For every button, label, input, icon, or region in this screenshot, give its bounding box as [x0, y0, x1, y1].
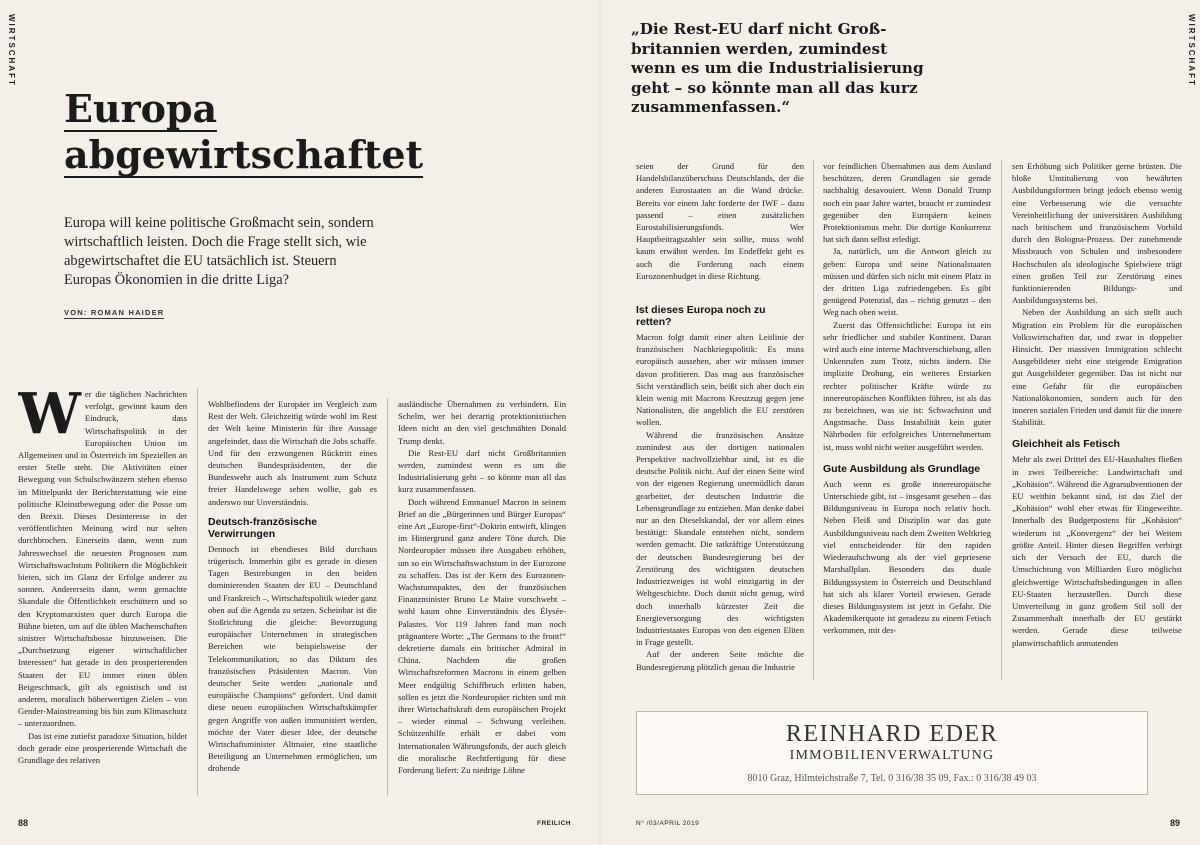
paragraph: seien der Grund für den Handelsbilanzüberschuss Deutschlands, der die anderen Eurostaaten an die Wand drücke. Bereits vor einem Jahr forderte der IWF – dazu passend – einen zusätzlichen Eurostabilisierungsfonds. Wer Hauptbeitragszahler sein sollte, muss wohl kaum erwähnt werden. Im Endeffekt geht es auch die Forderung nach einem Eurozonenbudget in diese Richtung. — [636, 161, 804, 281]
page-number-right: 89 — [1170, 818, 1181, 828]
column-2 — [208, 398, 377, 800]
ad-address: 8010 Graz, Hilmteichstraße 7, Tel. 0 316/38 35 09, Fax.: 0 316/38 49 03 — [747, 773, 1037, 784]
ad-company-name: REINHARD EDER — [785, 721, 999, 747]
paragraph: ausländische Übernahmen zu verhindern. Ein Schelm, wer bei derartig protektionistischen Ideen nicht an den viel geschmähten Donald Trump denkt. — [398, 399, 566, 446]
paragraph: Das ist eine zutiefst paradoxe Situation, bildet doch gerade eine prosperierende Wirtschaft die Grundlage des relativen — [18, 730, 187, 766]
paragraph: Auch wenn es große innereuropäische Unterschiede gibt, ist – insgesamt gesehen – das Bildungsniveau in Europa noch relativ hoch. Neben Fleiß und Disziplin war das gute Ausbildungsniveau nach dem Zweiten Weltkrieg viel entscheidender für den rapiden Wiederaufschwung als der viel gepriesene Marshallplan. Besonders das duale Bildungssystem in Österreich und Deutschland hat sich als klarer Vorteil erwiesen. Gerade dieses Bildungssystem ist jetzt in Gefahr. Die Akademikerquote ist geradezu zu einem Fetisch verkommen, mit des- — [823, 478, 991, 636]
paragraph: Doch während Emmanuel Macron in seinem Brief an die „Bürgerinnen und Bürger Europas“ eine Art „Europe-first“-Doktrin entwirft, klingen im Hintergrund ganz andere Töne durch. Die Nordeuropäer müssen ihre Ausgaben erhöhen, um so ein Wirtschaftswachstum in der Eurozone zu schaffen. Das ist der Kern des Eurozonen-Wachstumspaktes, den der französischen Finanzminister Bruno Le Maire vorschwebt – wohl kaum ohne Einverständnis des Élysée-Palastes. Vor 119 Jahren fand man noch prägnantere Worte: „The Germans to the front!“ dekretierte damals ein britischer Admiral in China. Nachdem die großen Wirtschaftsreformen Macrons in einem gelben Meer endgültig Schiffbruch erlitten haben, sollen es jetzt die Nordeuropäer richten und mit ihrer Wirtschaftskraft dem europäischen Projekt – wieder einmal – Schwung verleihen. Schützenhilfe erhält er dabei vom Internationalen Währungsfonds, der auch gleich die moralische Rechtfertigung für diese Forderung liefert: Zu niedrige Löhne — [398, 496, 566, 776]
article-lead: Europa will keine politische Großmacht sein, sondern wirtschaftlich leisten. Doch die Frage stellt sich, wie abgewirtschaftet die EU tatsächlich ist. Steuern Europas Ökonomien in die dritte Liga? — [64, 215, 374, 288]
article-title — [64, 86, 464, 178]
advertisement[interactable] — [636, 711, 1148, 795]
column-5 — [823, 160, 991, 680]
column-rule — [197, 388, 198, 796]
paragraph: Mehr als zwei Drittel des EU-Haushaltes fließen in zwei Teilbereiche: Landwirtschaft und „Kohäsion“. Während die Agrarsubventionen der EU weithin bekannt sind, ist das Ziel der „Kohäsion“ wohl eher etwas für Eingeweihte. Innerhalb des Budgetpostens für „Kohäsion“ wiederum ist „Konvergenz“ der bei Weitem größte Anteil. Hinter diesen Begriffen verbirgt sich der Versuch der EU, durch die Umschichtung von Milliarden Euro möglichst gleichwertige Wirtschaftsbedingungen in allen EU-Staaten herzustellen. Durch diese Umverteilung in ganz großem Stil soll der Zusammenhalt innerhalb der EU gestärkt werden. Gerade diese teilweise planwirtschaftlich anmutenden — [1012, 454, 1182, 648]
subheading: Ist dieses Europa noch zu retten? — [636, 304, 766, 329]
paragraph: sen Erhöhung sich Politiker gerne brüsten. Die bloße Umtitulierung von bewährten Ausbildungsformen bringt jedoch ebenso wenig eine Verbesserung wie die versuchte Vereinheitlichung der universitären Ausbildung nach britischem und französischem Vorbild durch den Bologna-Prozess. Der zunehmende Missbrauch von Schulen und insbesondere Hochschulen als ideologische Spielwiese trägt einen großen Teil zur Zerstörung eines funktionierenden Bildungs- und Ausbildungssystems bei. — [1012, 161, 1182, 306]
subheading: Gleichheit als Fetisch — [1012, 438, 1120, 451]
paragraph: Die Rest-EU darf nicht Großbritannien werden, zumindest wenn es um die Industrialisierung geht – so könnte man all das kurz zusammenfassen. — [398, 447, 566, 495]
paragraph: Auf der anderen Seite möchte die Bundesregierung plötzlich genau die Industrie — [636, 649, 804, 672]
issue-label: N° /03/APRIL 2019 — [636, 820, 700, 827]
paragraph: Macron folgt damit einer alten Leitlinie der französischen Nachkriegspolitik: Es muss europäisch aussehen, aber wir müssen immer davon profitieren. Das mag aus französischer Sicht verständlich sein, beißt sich aber doch ein klein wenig mit Macrons Kreuzzug gegen jene Nationalisten, die angeblich die EU zerstören wollen. — [636, 332, 804, 428]
column-3 — [398, 398, 566, 800]
magazine-name: FREILICH — [537, 820, 571, 827]
paragraph: vor feindlichen Übernahmen aus dem Ausland beschützen, deren Grundlagen sie gerade nachhaltig desavouiert. Wenn Donald Trump noch ein paar Jahre wartet, braucht er zumindest gegenüber den Europäern keinen Protektionismus mehr. Die dortige Konkurrenz hat sich dann selbst erledigt. — [823, 161, 991, 245]
subheading: Deutsch-französische Verwirrungen — [208, 515, 318, 540]
section-label-left: WIRTSCHAFT — [7, 14, 16, 87]
pull-quote: „Die Rest-EU darf nicht Groß-britannien werden, zumindest wenn es um die Industrialisierung geht – so könnte man all das kurz zusammenfassen.“ — [631, 20, 924, 116]
paragraph: er die täglichen Nachrichten verfolgt, gewinnt kaum den Eindruck, dass Wirtschaftspolitik in der Europäischen Union im Allgemeinen und in Österreich im Speziellen an erster Stelle steht. Die Aktivitäten einer Bewegung von Schulschwänzern stehen ebenso im Mittelpunkt der Berichterstattung wie eine politische Kleinstbewegung oder die Posse um den Brexit. Dieses Desinteresse in der veröffentlichten Meinung wird nur selten durchbrochen. Einerseits dann, wenn zum Jahreswechsel die neuesten Prognosen zum Wirtschaftswachstum Politikern die Möglichkeit bieten, sich im Glanz der Erfolge anderer zu sonnen. Andererseits dann, wenn gemachte Skandale die Öffentlichkeit erschüttern und so den Kryptomarxisten quer durch Europa die Bühne bieten, um auf die üblen Machenschaften sinistrer Wirtschaftsbosse hinzuweisen. Die „Durchsetzung eigener wirtschaftlicher Interessen“ hat gerade in den prosperierenden Staaten der EU immer einen üblen Beigeschmack, gilt als egoistisch und ist anderen, moralisch höherwertigen Zielen – von Gender-Mainstreaming bis hin zum Klimaschutz – unterzuordnen. — [18, 389, 187, 729]
paragraph: Ja, natürlich, um die Antwort gleich zu geben: Europa und seine Nationalstaaten müssen und dürfen sich nicht mit einem Platz in der dritten Liga zufriedengeben. Es gibt genügend Potenzial, das – richtig genutzt – den Weg nach oben weist. — [823, 246, 991, 318]
spine-shadow — [598, 0, 602, 845]
column-rule — [813, 160, 814, 680]
byline: VON: ROMAN HAIDER — [64, 308, 165, 317]
drop-cap: W — [18, 388, 81, 447]
title-line-1: Europa — [64, 86, 218, 131]
column-rule — [387, 398, 388, 796]
page-number-left: 88 — [18, 818, 29, 828]
paragraph: Wohlbefindens der Europäer im Vergleich zum Rest der Welt. Gleichzeitig würde wohl im Rest der Welt keine Ministerin für ihre Aussage angefeindet, dass die Wirtschaft die Jobs schaffe. Und für den erzwungenen Rücktritt eines deutschen Bundespräsidenten, der die Bundeswehr auch als Instrument zum Schutz freier Handelswege sehen wollte, gab es anderswo nur Unverständnis. — [208, 399, 377, 507]
subheading: Gute Ausbildung als Grundlage — [823, 462, 981, 475]
column-6 — [1012, 160, 1182, 680]
column-4 — [636, 160, 804, 680]
paragraph: Während die französischen Ansätze zumindest aus der dortigen nationalen Perspektive nachvollziehbar sind, ist es die deutsche Politik nicht. Auf der einen Seite wird von der eigenen Regierung unermüdlich daran gearbeitet, der deutschen Industrie die Lebensgrundlage zu entziehen. Man denke dabei nur an den Dieselskandal, der vor allem eines bestätigt: Skandale entstehen nicht, sondern werden gemacht. Die tatkräftige Unterstützung der deutschen Bundesregierung bei der Zerstörung des wichtigsten deutschen Industriezweiges ist wohl einzigartig in der Weltgeschichte. Doch damit nicht genug, wird doch innerhalb kürzester Zeit die Energieversorgung des wichtigsten Industriestaates Europas von den eigenen Eliten in Frage gestellt. — [636, 429, 804, 648]
ad-subtitle: IMMOBILIENVERWALTUNG — [789, 748, 995, 763]
paragraph: Dennoch ist ebendieses Bild durchaus trügerisch. Immerhin gibt es gerade in diesen Tagen Bestrebungen in den beiden dominierenden Staaten der EU – Deutschland und Frankreich –, Wirtschaftspolitik wieder ganz oben auf die Agenda zu setzen. Scheinbar ist die Stoßrichtung die gleiche: Bevorzugung europäischer Unternehmen in strategischen Bereichen wie beispielsweise der Telekommunikation, so das Diktum des französischen Präsidenten Macron. Von deutscher Seite werden „nationale und europäische Champions“ gefordert. Und damit diese neuen europäischen Wirtschaftskämpfer gegen Angriffe von außen immunisiert werden, möchte der Vater dieser Idee, der deutsche Wirtschaftsminister Altmaier, eine staatliche Beteiligung an Unternehmen ermöglichen, um drohende — [208, 543, 377, 774]
paragraph: Zuerst das Offensichtliche: Europa ist ein sehr friedlicher und stabiler Kontinent. Daran wird auch eine interne Machtverschiebung, allen Unkenrufen zum Trotz, nichts ändern. Die implizite Drohung, ein weiteres Erstarken rechter politischer Kräfte würde zu innereuropäischen Konflikten führen, ist als das zu bezeichnen, was sie ist: Schwachsinn und Angstmache. Dass Instabilität kein guter Nährboden für erfolgreiches Unternehmertum ist, muss wohl nicht weiter ausgeführt werden. — [823, 319, 991, 452]
title-line-2: abgewirtschaftet — [64, 132, 424, 177]
column-rule — [1001, 160, 1002, 680]
paragraph: Neben der Ausbildung an sich stellt auch Migration ein Problem für die europäischen Volkswirtschaften dar, und zwar in doppelter Hinsicht. Der massiven Immigration schlecht Ausgebildeter steht eine steigende Emigration gut Ausgebildeter gegenüber. Das ist nicht nur eine Gefahr für die europäischen Nationalökonomien, sondern auch für den inneren sozialen Frieden und damit für die innere Stabilität. — [1012, 307, 1182, 428]
column-1 — [18, 388, 187, 800]
section-label-right: WIRTSCHAFT — [1187, 14, 1196, 87]
